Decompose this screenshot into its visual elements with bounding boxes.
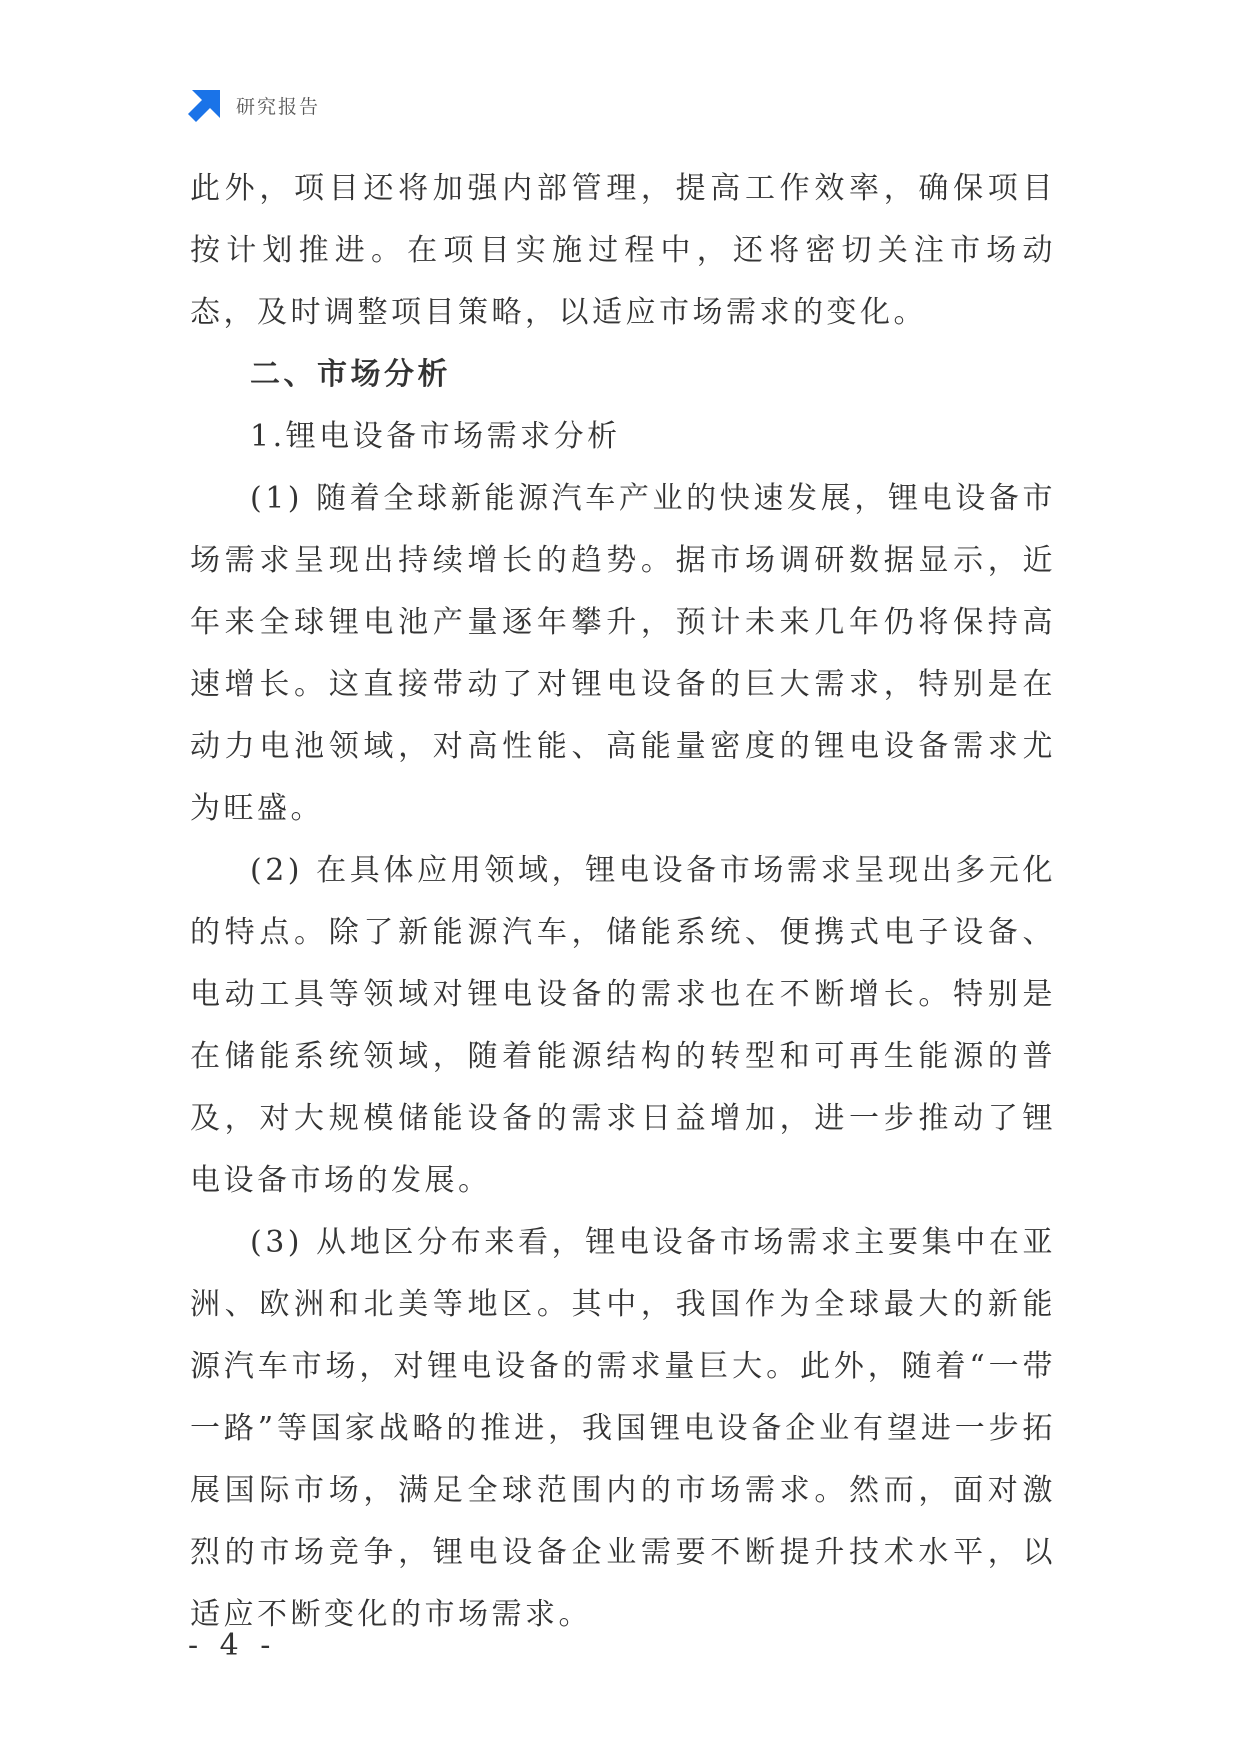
page-header — [188, 88, 320, 122]
arrow-up-right-icon — [188, 88, 222, 122]
header-label: 研究报告 — [236, 95, 321, 118]
document-body — [190, 158, 1056, 1646]
page-number: - 4 - — [188, 1628, 277, 1663]
paragraph-3: (3) 从地区分布来看，锂电设备市场需求主要集中在亚洲、欧洲和北美等地区。其中，我国作为全球最大的新能源汽车市场，对锂电设备的需求量巨大。此外，随着“一带一路”等国家战略的推进，我国锂电设备企业有望进一步拓展国际市场，满足全球范围内的市场需求。然而，面对激烈的市场竞争，锂电设备企业需要不断提升技术水平，以适应不断变化的市场需求。 — [190, 1225, 1056, 1632]
subsection-heading: 1.锂电设备市场需求分析 — [250, 419, 621, 454]
section-heading: 二、市场分析 — [250, 357, 451, 392]
paragraph-2: (2) 在具体应用领域，锂电设备市场需求呈现出多元化的特点。除了新能源汽车，储能系统、便携式电子设备、电动工具等领域对锂电设备的需求也在不断增长。特别是在储能系统领域，随着能源结构的转型和可再生能源的普及，对大规模储能设备的需求日益增加，进一步推动了锂电设备市场的发展。 — [190, 853, 1056, 1198]
paragraph-1: (1) 随着全球新能源汽车产业的快速发展，锂电设备市场需求呈现出持续增长的趋势。据市场调研数据显示，近年来全球锂电池产量逐年攀升，预计未来几年仍将保持高速增长。这直接带动了对锂电设备的巨大需求，特别是在动力电池领域，对高性能、高能量密度的锂电设备需求尤为旺盛。 — [190, 481, 1056, 826]
paragraph-intro: 此外，项目还将加强内部管理，提高工作效率，确保项目按计划推进。在项目实施过程中，还将密切关注市场动态，及时调整项目策略，以适应市场需求的变化。 — [190, 171, 1056, 330]
